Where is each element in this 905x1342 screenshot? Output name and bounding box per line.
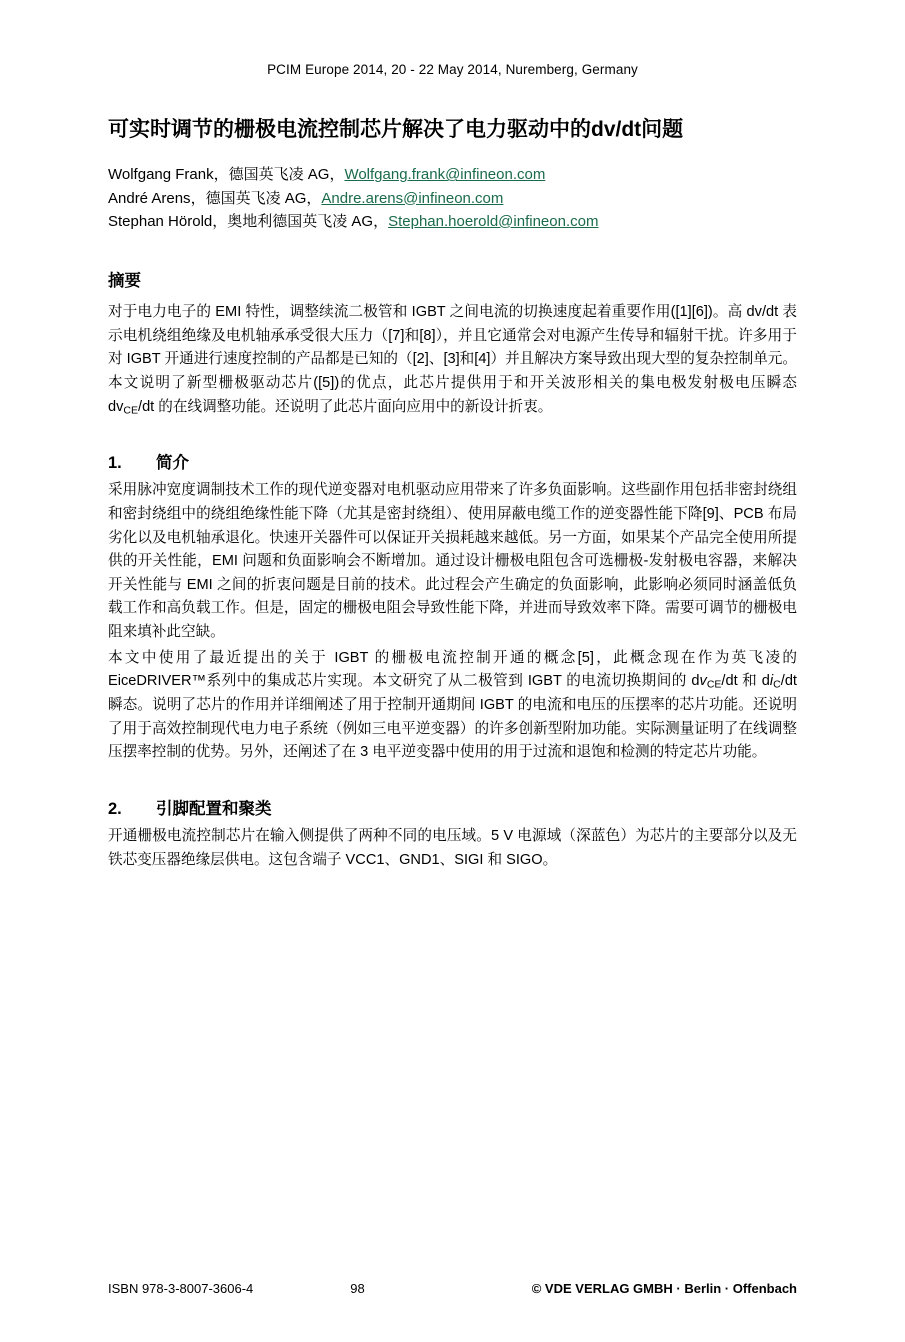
section-title: 简介 [156,454,189,473]
author-name: Stephan Hörold [108,212,213,230]
page-footer [108,1281,797,1296]
author-email-link[interactable]: Andre.arens@infineon.com [321,189,504,207]
section1-paragraph-2 [108,647,797,765]
footer-page-number: 98 [350,1281,365,1296]
author-email-link[interactable]: Wolfgang.frank@infineon.com [344,166,546,184]
s1p2-post: /dt 瞬态。说明了芯片的作用并详细阐述了用于控制开通期间 IGBT 的电流和电压的压摆率的芯片功能。还说明了用于高效控制现代电力电子系统（例如三电平逆变器）的许多创新型附加功能。实际测量证明了在线调整压摆率控制的优势。另外，还阐述了在 3 电平逆变器中使用的用于过流和退饱和检测的特定芯片功能。 [108,673,797,761]
footer-publisher: © VDE VERLAG GMBH · Berlin · Offenbach [531,1281,797,1296]
title-text-part1: 可实时调节的栅极电流控制芯片解决了电力驱动中的 [108,118,591,141]
section2-paragraph-1: 开通栅极电流控制芯片在输入侧提供了两种不同的电压域。5 V 电源域（深蓝色）为芯片的主要部分以及无铁芯变压器绝缘层供电。这包含端子 VCC1、GND1、SIGI 和 SIGO。 [108,827,797,868]
author-row [108,163,797,186]
author-name: André Arens [108,189,191,207]
author-row [108,210,797,233]
s1p2-sub-c: C [773,678,781,691]
footer-isbn: ISBN 978-3-8007-3606-4 [108,1281,254,1296]
section-title: 引脚配置和聚类 [156,799,272,818]
section1-paragraph-1: 采用脉冲宽度调制技术工作的现代逆变器对电机驱动应用带来了许多负面影响。这些副作用包括非密封绕组和密封绕组中的绕组绝缘性能下降（尤其是密封绕组）、使用屏蔽电缆工作的逆变器性能下降[9]、PCB 布局劣化以及电机轴承退化。快速开关器件可以保证开关损耗越来越低。另一方面，如果某个产品完全使用所提供的开关性能，EMI 问题和负面影响会不断增加。通过设计栅极电阻包含可选栅极-发射极电容器，来解决开关性能与 EMI 之间的折衷问题是目前的技术。此过程会产生确定的负面影响，此影响必须同时涵盖低负载工作和高负载工作。但是，固定的栅极电阻会导致性能下降，并进而导致效率下降。需要可调节的栅极电阻来填补此空缺。 [108,482,797,641]
title-text-part2: 问题 [641,118,684,141]
author-affiliation: ，德国英飞凌 AG， [213,166,345,184]
s1p2-sub-ce: CE [706,678,722,691]
section-heading-2 [108,795,797,819]
s1p2-pre: 本文中使用了最近提出的关于 IGBT 的栅极电流控制开通的概念[5]，此概念现在作为英飞凌的 EiceDRIVER™系列中的集成芯片实现。本文研究了从二极管到 IGBT 的电流切换期间的 d [108,649,797,690]
s1p2-italic-v: v [699,673,707,690]
abstract-text-pre: 对于电力电子的 EMI 特性，调整续流二极管和 IGBT 之间电流的切换速度起着重要作用([1][6])。高 dv/dt 表示电机绕组绝缘及电机轴承承受很大压力（[7]和[8]），并且它通常会对电源产生传导和辐射干扰。许多用于对 IGBT 开通进行速度控制的产品都是已知的（[2]、[3]和[4]）并且解决方案导致出现大型的复杂控制单元。本文说明了新型栅极驱动芯片([5])的优点，此芯片提供用于和开关波形相关的集电极发射极电压瞬态 dv [108,304,797,415]
running-header: PCIM Europe 2014, 20 - 22 May 2014, Nuremberg, Germany [267,62,638,77]
author-row [108,187,797,210]
author-name: Wolfgang Frank [108,166,214,184]
title-dvdt: dv/dt [591,118,642,141]
author-list [108,163,797,233]
section-number: 2. [108,799,122,818]
author-affiliation: ，德国英飞凌 AG， [190,189,322,207]
author-email-link[interactable]: Stephan.hoerold@infineon.com [388,212,599,230]
section-heading-1 [108,449,797,473]
abstract-text-post: /dt 的在线调整功能。还说明了此芯片面向应用中的新设计折衷。 [138,398,553,415]
abstract-heading: 摘要 [108,272,141,290]
abstract-subscript-ce: CE [123,404,139,417]
s1p2-mid: /dt 和 d [721,673,770,690]
s1p2-italic-i: i [769,673,774,690]
section-number: 1. [108,454,122,473]
abstract-paragraph [108,301,797,419]
author-affiliation: ，奥地利德国英飞凌 AG， [212,212,389,230]
page-title [108,117,797,143]
paper-page [0,62,905,1342]
